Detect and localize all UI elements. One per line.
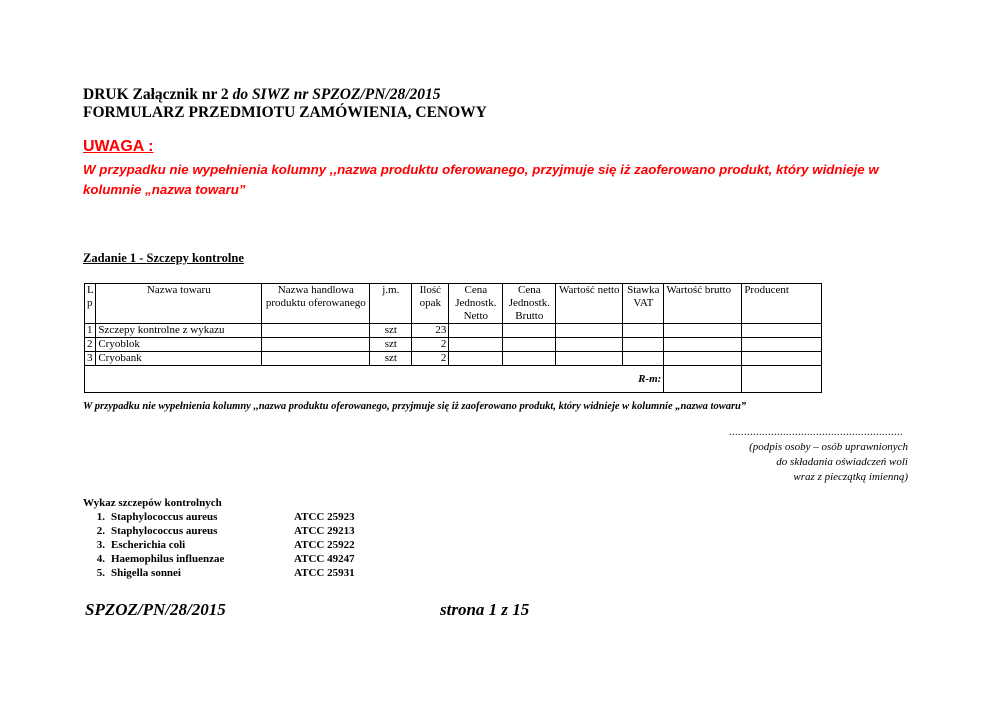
attachment-label: DRUK Załącznik nr 2 — [83, 86, 229, 103]
cell-producer — [742, 352, 822, 366]
cell-trade-name — [262, 338, 370, 352]
total-row — [85, 366, 822, 393]
cell-name: Szczepy kontrolne z wykazu — [96, 324, 262, 338]
cell-gross-price — [503, 352, 556, 366]
signature-caption-3: wraz z pieczątką imienną) — [793, 471, 908, 483]
cell-unit: szt — [370, 324, 412, 338]
cell-trade-name — [262, 324, 370, 338]
cell-gross-value — [664, 338, 742, 352]
strain-name: Shigella sonnei — [111, 567, 181, 579]
siwz-reference: do SIWZ nr SPZOZ/PN/28/2015 — [232, 86, 441, 103]
col-header-quantity: Ilość opak — [412, 284, 449, 324]
cell-unit: szt — [370, 338, 412, 352]
table-row — [85, 324, 822, 338]
cell-name: Cryobank — [96, 352, 262, 366]
signature-caption-2: do składania oświadczeń woli — [776, 456, 908, 468]
cell-net-price — [449, 352, 503, 366]
strain-code: ATCC 25923 — [294, 511, 355, 523]
strain-number: 4. — [96, 553, 105, 565]
list-item — [85, 510, 385, 524]
col-header-gross-value: Wartość brutto — [664, 284, 742, 324]
cell-quantity: 2 — [412, 352, 449, 366]
footer-page-number: strona 1 z 15 — [440, 600, 530, 619]
document-header-line-1 — [83, 86, 441, 104]
table-header-row — [85, 284, 822, 324]
strain-number: 1. — [96, 511, 105, 523]
cell-unit: szt — [370, 352, 412, 366]
cell-vat-rate — [623, 338, 664, 352]
strains-title: Wykaz szczepów kontrolnych — [83, 497, 222, 509]
total-gross-value — [664, 366, 742, 393]
list-item — [85, 524, 385, 538]
signature-caption-1: (podpis osoby – osób uprawnionych — [749, 441, 908, 453]
cell-producer — [742, 338, 822, 352]
table-row — [85, 338, 822, 352]
strain-name: Staphylococcus aureus — [111, 525, 218, 537]
signature-line: .......................................................... — [729, 427, 903, 438]
warning-text: W przypadku nie wypełnienia kolumny ,,nazwa produktu oferowanego, przyjmuje się iż zaoferowano produkt, który widnieje w kolumnie „nazwa towaru” — [83, 162, 879, 197]
list-item — [85, 538, 385, 552]
cell-trade-name — [262, 352, 370, 366]
cell-net-value — [556, 338, 623, 352]
strain-code: ATCC 25931 — [294, 567, 355, 579]
strain-name: Staphylococcus aureus — [111, 511, 218, 523]
cell-quantity: 2 — [412, 338, 449, 352]
strain-number: 3. — [96, 539, 105, 551]
cell-gross-value — [664, 352, 742, 366]
strain-number: 2. — [96, 525, 105, 537]
form-title: FORMULARZ PRZEDMIOTU ZAMÓWIENIA, CENOWY — [83, 104, 487, 121]
col-header-lp: L p — [85, 284, 96, 324]
col-header-name: Nazwa towaru — [96, 284, 262, 324]
cell-lp: 1 — [85, 324, 96, 338]
cell-lp: 3 — [85, 352, 96, 366]
cell-quantity: 23 — [412, 324, 449, 338]
col-header-unit: j.m. — [370, 284, 412, 324]
table-row — [85, 352, 822, 366]
cell-gross-price — [503, 324, 556, 338]
col-header-net-value: Wartość netto — [556, 284, 623, 324]
strain-code: ATCC 25922 — [294, 539, 355, 551]
col-header-gross-price: Cena Jednostk. Brutto — [503, 284, 556, 324]
strain-name: Haemophilus influenzae — [111, 553, 225, 565]
cell-lp: 2 — [85, 338, 96, 352]
cell-producer — [742, 324, 822, 338]
strain-number: 5. — [96, 567, 105, 579]
cell-name: Cryoblok — [96, 338, 262, 352]
footer-reference: SPZOZ/PN/28/2015 — [85, 600, 226, 619]
strain-code: ATCC 49247 — [294, 553, 355, 565]
cell-net-price — [449, 324, 503, 338]
total-label: R-m: — [85, 366, 664, 393]
task-title: Zadanie 1 - Szczepy kontrolne — [83, 251, 244, 265]
cell-vat-rate — [623, 352, 664, 366]
col-header-trade-name: Nazwa handlowa produktu oferowanego — [262, 284, 370, 324]
strain-name: Escherichia coli — [111, 539, 186, 551]
cell-gross-price — [503, 338, 556, 352]
list-item — [85, 566, 385, 580]
cell-net-price — [449, 338, 503, 352]
strain-code: ATCC 29213 — [294, 525, 355, 537]
warning-title: UWAGA : — [83, 138, 154, 155]
cell-vat-rate — [623, 324, 664, 338]
col-header-net-price: Cena Jednostk. Netto — [449, 284, 503, 324]
table-note: W przypadku nie wypełnienia kolumny ,,nazwa produktu oferowanego, przyjmuje się iż zaoferowano produkt, który widnieje w kolumnie „nazwa towaru” — [83, 401, 747, 412]
cell-net-value — [556, 352, 623, 366]
price-table — [84, 283, 822, 393]
cell-net-value — [556, 324, 623, 338]
col-header-vat-rate: Stawka VAT — [623, 284, 664, 324]
total-producer — [742, 366, 822, 393]
col-header-producer: Producent — [742, 284, 822, 324]
list-item — [85, 552, 385, 566]
cell-gross-value — [664, 324, 742, 338]
